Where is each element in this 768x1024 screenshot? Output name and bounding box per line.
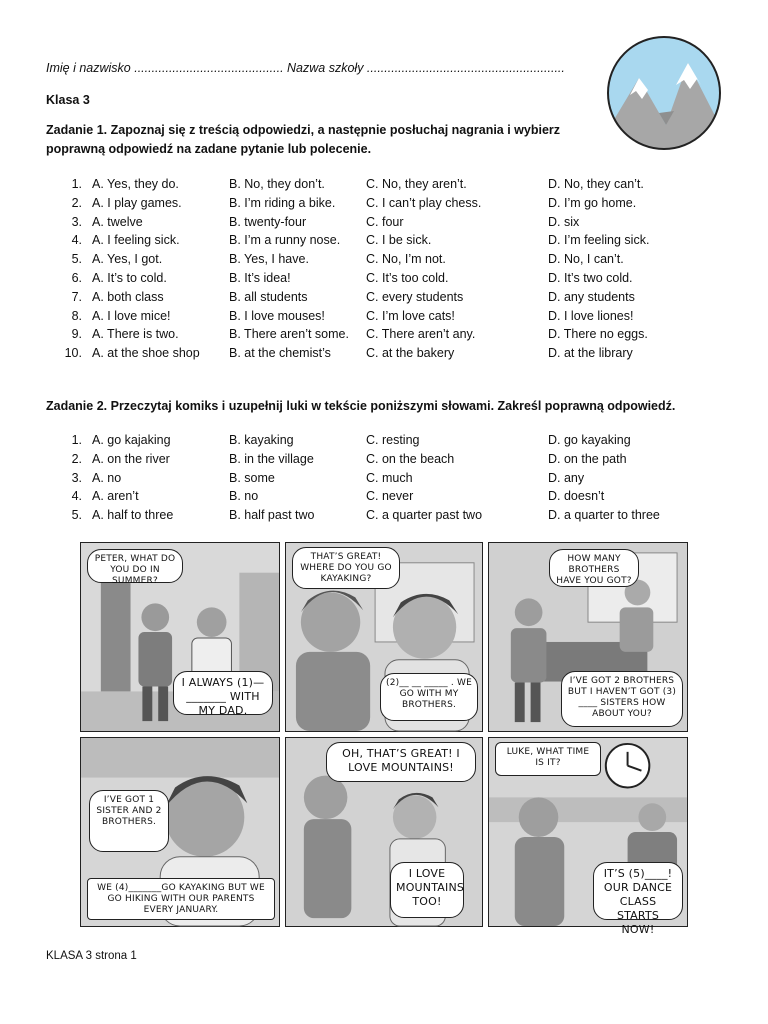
task1-question-list: [46, 177, 726, 365]
answer-option-a[interactable]: A. I play games.: [92, 195, 182, 210]
answer-option-b[interactable]: B. twenty-four: [229, 214, 307, 229]
answer-option-d[interactable]: D. any students: [548, 289, 635, 304]
answer-option-d[interactable]: D. six: [548, 214, 580, 229]
answer-option-c[interactable]: C. I can’t play chess.: [366, 195, 482, 210]
answer-option-c[interactable]: C. No, they aren’t.: [366, 177, 467, 191]
speech-bubble-p1-question: PETER, WHAT DO YOU DO IN SUMMER?: [87, 549, 183, 583]
comic-panel-1: [80, 542, 280, 732]
question-number: 4.: [71, 233, 82, 248]
answer-option-d[interactable]: D. at the library: [548, 346, 633, 361]
answer-option-a[interactable]: A. both class: [92, 289, 164, 304]
comic-strip: [80, 542, 690, 952]
answer-option-b[interactable]: B. There aren’t some.: [229, 327, 349, 342]
answer-option-c[interactable]: C. I be sick.: [366, 233, 432, 248]
task1-title: Zadanie 1. Zapoznaj się z treścią odpowiedzi, a następnie posłuchaj nagrania i wybierz poprawną odpowiedź na zadane pytanie lub polecenie.: [46, 123, 561, 156]
answer-option-a[interactable]: A. I feeling sick.: [92, 233, 180, 248]
answer-option-c[interactable]: C. No, I’m not.: [366, 252, 446, 267]
answer-option-a[interactable]: A. Yes, they do.: [92, 177, 179, 191]
answer-option-a[interactable]: A. aren’t: [92, 489, 139, 504]
class-label: Klasa 3: [46, 93, 90, 107]
question-number: 4.: [71, 489, 82, 504]
answer-option-d[interactable]: D. a quarter to three: [548, 508, 660, 523]
answer-option-d[interactable]: D. No, I can’t.: [548, 252, 624, 267]
question-number: 8.: [71, 308, 82, 323]
comic-panel-6: [488, 737, 688, 936]
answer-option-c[interactable]: C. It’s too cold.: [366, 270, 449, 285]
question-number: 3.: [71, 214, 82, 229]
task2-question-row: [46, 433, 726, 452]
answer-option-d[interactable]: D. There no eggs.: [548, 327, 648, 342]
answer-option-c[interactable]: C. never: [366, 489, 414, 504]
speech-bubble-p6-answer: IT’S (5)____! OUR DANCE CLASS STARTS NOW!: [593, 862, 683, 920]
answer-option-b[interactable]: B. all students: [229, 289, 308, 304]
answer-option-b[interactable]: B. in the village: [229, 451, 314, 466]
answer-option-b[interactable]: B. half past two: [229, 508, 315, 523]
speech-bubble-p3-answer: I’VE GOT 2 BROTHERS BUT I HAVEN’T GOT (3) ____ SISTERS HOW ABOUT YOU?: [561, 671, 683, 727]
speech-bubble-p3-question: HOW MANY BROTHERS HAVE YOU GOT?: [549, 549, 639, 587]
answer-option-d[interactable]: D. I love liones!: [548, 308, 634, 323]
answer-option-c[interactable]: C. four: [366, 214, 404, 229]
task2-question-list: [46, 433, 726, 527]
answer-option-b[interactable]: B. kayaking: [229, 433, 294, 447]
question-number: 7.: [71, 289, 82, 304]
question-number: 6.: [71, 270, 82, 285]
question-number: 5.: [71, 252, 82, 267]
answer-option-d[interactable]: D. No, they can’t.: [548, 177, 644, 191]
speech-bubble-p2-answer: (2)__ __ _____ . WE GO WITH MY BROTHERS.: [380, 673, 478, 721]
speech-bubble-p5-question: OH, THAT’S GREAT! I LOVE MOUNTAINS!: [326, 742, 476, 782]
comic-panel-4: [80, 737, 280, 927]
answer-option-c[interactable]: C. on the beach: [366, 451, 455, 466]
answer-option-d[interactable]: D. go kayaking: [548, 433, 631, 447]
comic-panel-2: [285, 542, 483, 732]
page-footer: KLASA 3 strona 1: [46, 950, 137, 962]
answer-option-a[interactable]: A. There is two.: [92, 327, 179, 342]
answer-option-b[interactable]: B. at the chemist’s: [229, 346, 331, 361]
answer-option-d[interactable]: D. I’m go home.: [548, 195, 637, 210]
task2-question-row: [46, 452, 726, 471]
answer-option-b[interactable]: B. some: [229, 470, 275, 485]
speech-bubble-p1-answer: I ALWAYS (1)— _______ WITH MY DAD.: [173, 671, 273, 715]
answer-option-d[interactable]: D. doesn’t: [548, 489, 605, 504]
comic-panel-5: [285, 737, 483, 927]
mountain-logo-icon: [604, 33, 724, 153]
task1-question-row: [46, 271, 726, 290]
answer-option-c[interactable]: C. much: [366, 470, 413, 485]
answer-option-a[interactable]: A. at the shoe shop: [92, 346, 200, 361]
answer-option-c[interactable]: C. resting: [366, 433, 420, 447]
answer-option-c[interactable]: C. at the bakery: [366, 346, 455, 361]
answer-option-c[interactable]: C. There aren’t any.: [366, 327, 476, 342]
answer-option-a[interactable]: A. no: [92, 470, 122, 485]
answer-option-b[interactable]: B. I love mouses!: [229, 308, 325, 323]
task1-question-row: [46, 233, 726, 252]
answer-option-b[interactable]: B. Yes, I have.: [229, 252, 309, 267]
question-number: 2.: [71, 451, 82, 466]
task1-question-row: [46, 346, 726, 365]
task1-question-row: [46, 327, 726, 346]
task2-question-row: [46, 489, 726, 508]
answer-option-c[interactable]: C. I’m love cats!: [366, 308, 455, 323]
task1-question-row: [46, 196, 726, 215]
answer-option-a[interactable]: A. twelve: [92, 214, 143, 229]
question-number: 5.: [71, 508, 82, 523]
task2-question-row: [46, 471, 726, 490]
question-number: 10.: [64, 346, 82, 361]
answer-option-a[interactable]: A. It’s to cold.: [92, 270, 167, 285]
task1-question-row: [46, 177, 726, 196]
answer-option-b[interactable]: B. I’m a runny nose.: [229, 233, 341, 248]
task1-question-row: [46, 290, 726, 309]
answer-option-b[interactable]: B. It’s idea!: [229, 270, 291, 285]
speech-bubble-p5-answer: I LOVE MOUNTAINS TOO!: [390, 862, 464, 918]
task1-question-row: [46, 215, 726, 234]
student-name-school-line: Imię i nazwisko ........................................... Nazwa szkoły .........................................................: [46, 61, 565, 75]
answer-option-b[interactable]: B. no: [229, 489, 259, 504]
task1-question-row: [46, 252, 726, 271]
task2-question-row: [46, 508, 726, 527]
speech-bubble-p4-question: I’VE GOT 1 SISTER AND 2 BROTHERS.: [89, 790, 169, 852]
answer-option-a[interactable]: A. go kajaking: [92, 433, 171, 447]
task1-question-row: [46, 309, 726, 328]
question-number: 1.: [71, 433, 82, 447]
answer-option-d[interactable]: D. on the path: [548, 451, 627, 466]
question-number: 9.: [71, 327, 82, 342]
answer-option-a[interactable]: A. on the river: [92, 451, 170, 466]
answer-option-b[interactable]: B. No, they don’t.: [229, 177, 325, 191]
answer-option-b[interactable]: B. I’m riding a bike.: [229, 195, 336, 210]
question-number: 3.: [71, 470, 82, 485]
speech-bubble-p6-question: LUKE, WHAT TIME IS IT?: [495, 742, 601, 776]
speech-bubble-p4-answer: WE (4)_______GO KAYAKING BUT WE GO HIKING WITH OUR PARENTS EVERY JANUARY.: [87, 878, 275, 920]
task2-title: Zadanie 2. Przeczytaj komiks i uzupełnij luki w tekście poniższymi słowami. Zakreśl poprawną odpowiedź.: [46, 399, 676, 413]
question-number: 2.: [71, 195, 82, 210]
speech-bubble-p2-question: THAT’S GREAT! WHERE DO YOU GO KAYAKING?: [292, 547, 400, 589]
answer-option-c[interactable]: C. a quarter past two: [366, 508, 483, 523]
comic-panel-3: [488, 542, 688, 732]
answer-option-c[interactable]: C. every students: [366, 289, 464, 304]
question-number: 1.: [71, 177, 82, 191]
answer-option-a[interactable]: A. I love mice!: [92, 308, 171, 323]
answer-option-d[interactable]: D. It’s two cold.: [548, 270, 633, 285]
answer-option-d[interactable]: D. I’m feeling sick.: [548, 233, 650, 248]
answer-option-a[interactable]: A. Yes, I got.: [92, 252, 163, 267]
answer-option-d[interactable]: D. any: [548, 470, 585, 485]
answer-option-a[interactable]: A. half to three: [92, 508, 174, 523]
